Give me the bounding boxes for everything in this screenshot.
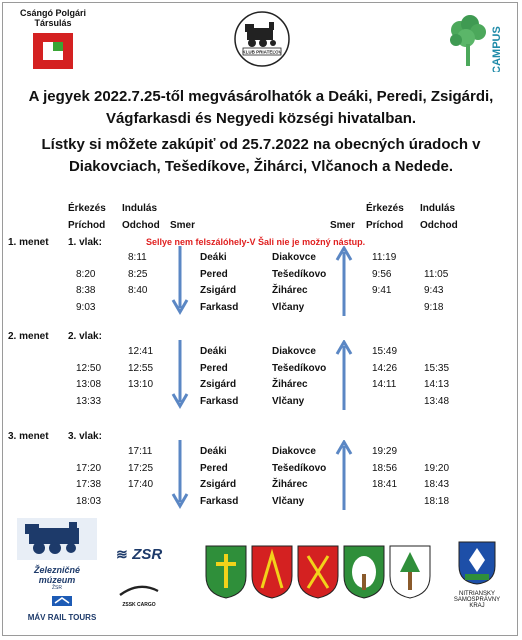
departure-time: 17:40: [128, 479, 154, 490]
zsr-logo: [116, 546, 162, 564]
return-arrival-time: 18:56: [372, 462, 398, 474]
station-name-hu: Deáki: [200, 446, 227, 457]
return-departure-time: 9:18: [424, 301, 444, 313]
headline-line-3: Lístky si môžete zakúpiť od 25.7.2022 na obecných úradoch v: [41, 136, 481, 153]
direction-arrows: [160, 340, 360, 420]
station-name-sk: Žihárec: [272, 379, 308, 390]
run-label: 1. menet: [8, 237, 49, 248]
region-coat-of-arms-icon: [457, 540, 497, 586]
departure-time: 8:11: [128, 252, 147, 263]
return-departure-time: 18:18: [424, 495, 450, 507]
header-depart-hu: Indulás: [122, 203, 158, 214]
return-departure-time: 11:05: [424, 268, 449, 280]
pered-coat-of-arms-icon: [252, 546, 292, 598]
return-arrival-time: 19:29: [372, 446, 398, 457]
locomotive-emblem-icon: [233, 10, 291, 68]
header-depart-right-hu: Indulás: [420, 203, 456, 214]
header-depart-right-sk: Odchod: [420, 220, 458, 231]
campus-logo: [438, 10, 508, 77]
header-arrive: [68, 202, 106, 232]
departure-time: 8:40: [128, 285, 148, 296]
header-arrive-sk: Príchod: [68, 220, 106, 231]
departure-time: 8:25: [128, 268, 148, 280]
cargo-logo: [118, 584, 160, 608]
header-depart-sk: Odchod: [122, 220, 160, 231]
mav-logo: [20, 594, 104, 622]
coats-of-arms: [204, 544, 432, 600]
return-arrival-time: 9:41: [372, 285, 392, 296]
header-arrive-right-sk: Príchod: [366, 220, 404, 231]
csango-logo: [18, 8, 88, 76]
departure-time: 17:25: [128, 462, 154, 474]
direction-arrows: [160, 246, 360, 326]
klub-logo: [233, 10, 291, 73]
station-name-hu: Pered: [200, 462, 228, 474]
return-arrival-time: 9:56: [372, 268, 392, 280]
return-arrival-time: 14:26: [372, 362, 398, 374]
run-label: 2. menet: [8, 331, 49, 342]
departure-time: 13:10: [128, 379, 154, 390]
region-logo: [446, 540, 508, 609]
museum-logo: [16, 518, 98, 591]
header-direction-left: Smer: [170, 220, 196, 231]
direction-arrows: [160, 440, 360, 520]
csango-logo-line2: Társulás: [34, 18, 72, 28]
arrow-down-icon: [173, 340, 187, 406]
header-arrive-right: [366, 202, 404, 232]
header-depart-right: [420, 202, 458, 232]
museum-logo-text: Železničné múzeum: [33, 565, 80, 585]
region-logo-line3: KRAJ: [469, 603, 485, 609]
return-arrival-time: 18:41: [372, 479, 398, 490]
departure-time: 12:55: [128, 362, 154, 374]
station-name-hu: Zsigárd: [200, 479, 237, 490]
arrival-time: 9:03: [76, 301, 96, 313]
arrival-time: 8:38: [76, 285, 96, 296]
station-name-hu: Farkasd: [200, 395, 239, 407]
station-name-sk: Žihárec: [272, 479, 308, 490]
return-departure-time: 15:35: [424, 362, 450, 374]
header-depart: [122, 202, 160, 232]
station-name-sk: Diakovce: [272, 252, 316, 263]
boarding-notice: Sellye nem felszálóhely-V Šali nie je možný nástup.: [146, 237, 366, 247]
museum-logo-subtext: ŽSR: [52, 585, 62, 591]
return-arrival-time: 14:11: [372, 379, 397, 390]
headline-line-1: A jegyek 2022.7.25-től megvásárolhatók a Deáki, Peredi, Zsigárdi,: [28, 88, 494, 105]
train-label: 3. vlak:: [68, 431, 102, 442]
arrival-time: 18:03: [76, 495, 102, 507]
station-name-sk: Tešedíkovo: [272, 462, 327, 474]
klub-logo-text: KLUB PRIATEĽOV: [242, 49, 282, 55]
train-label: 2. vlak:: [68, 331, 102, 342]
station-name-hu: Farkasd: [200, 495, 239, 507]
return-departure-time: 14:13: [424, 379, 450, 390]
deaki-coat-of-arms-icon: [206, 546, 246, 598]
campus-tree-icon: [438, 10, 508, 72]
arrow-down-icon: [173, 440, 187, 506]
arrival-time: 17:38: [76, 479, 102, 490]
station-name-sk: Tešedíkovo: [272, 268, 327, 280]
train-label: 1. vlak:: [68, 237, 102, 248]
return-departure-time: 19:20: [424, 462, 450, 474]
cargo-logo-text: ZSSK CARGO: [122, 602, 156, 608]
header-arrive-right-hu: Érkezés: [366, 203, 404, 214]
arrow-up-icon: [337, 342, 351, 410]
station-name-sk: Vlčany: [272, 395, 305, 407]
station-name-hu: Farkasd: [200, 301, 239, 313]
station-name-hu: Pered: [200, 268, 228, 280]
station-name-sk: Diakovce: [272, 446, 316, 457]
station-name-hu: Pered: [200, 362, 228, 374]
station-name-sk: Vlčany: [272, 495, 305, 507]
campus-logo-text: CAMPUS: [491, 26, 503, 72]
header-direction-right: Smer: [330, 220, 356, 231]
arrow-up-icon: [337, 248, 351, 316]
station-name-hu: Deáki: [200, 252, 227, 263]
region-logo-line1: NITRIANSKY: [458, 591, 495, 597]
departure-time: 17:11: [128, 446, 153, 457]
zsr-logo-text: ZSR: [132, 546, 163, 563]
arrival-time: 13:33: [76, 395, 102, 407]
negyed-coat-of-arms-icon: [390, 546, 430, 598]
arrival-time: 8:20: [76, 268, 96, 280]
mav-emblem-icon: [50, 594, 74, 608]
station-name-hu: Zsigárd: [200, 285, 237, 296]
farkasd-coat-of-arms-icon: [344, 546, 384, 598]
arrow-down-icon: [173, 246, 187, 312]
station-name-hu: Deáki: [200, 346, 227, 357]
station-name-sk: Vlčany: [272, 301, 305, 313]
return-departure-time: 13:48: [424, 395, 450, 407]
zsr-wing-icon: ≋: [116, 546, 128, 562]
header-arrive-hu: Érkezés: [68, 203, 106, 214]
return-departure-time: 18:43: [424, 479, 450, 490]
station-name-sk: Tešedíkovo: [272, 362, 327, 374]
station-name-hu: Zsigárd: [200, 379, 237, 390]
arrow-up-icon: [337, 442, 351, 510]
csango-emblem-icon: [31, 31, 75, 71]
zsigard-coat-of-arms-icon: [298, 546, 338, 598]
arrival-time: 12:50: [76, 362, 102, 374]
station-name-sk: Žihárec: [272, 285, 308, 296]
station-name-sk: Diakovce: [272, 346, 316, 357]
run-label: 3. menet: [8, 431, 49, 442]
return-arrival-time: 11:19: [372, 252, 397, 263]
cargo-swoosh-icon: [118, 585, 160, 597]
departure-time: 12:41: [128, 346, 154, 357]
return-arrival-time: 15:49: [372, 346, 398, 357]
return-departure-time: 9:43: [424, 285, 444, 296]
headline-line-4: Diakovciach, Tešedíkove, Žihárci, Vlčanoch a Nedede.: [68, 158, 454, 175]
mav-logo-text: MÁV RAIL TOURS: [27, 613, 97, 622]
museum-locomotive-icon: [17, 518, 97, 560]
csango-logo-line1: Csángó Polgári: [19, 8, 86, 18]
headline-line-2: Vágfarkasdi és Negyedi községi hivatalban.: [105, 110, 417, 127]
arrival-time: 13:08: [76, 379, 102, 390]
arrival-time: 17:20: [76, 462, 102, 474]
region-logo-line2: SAMOSPRÁVNY: [453, 597, 501, 603]
